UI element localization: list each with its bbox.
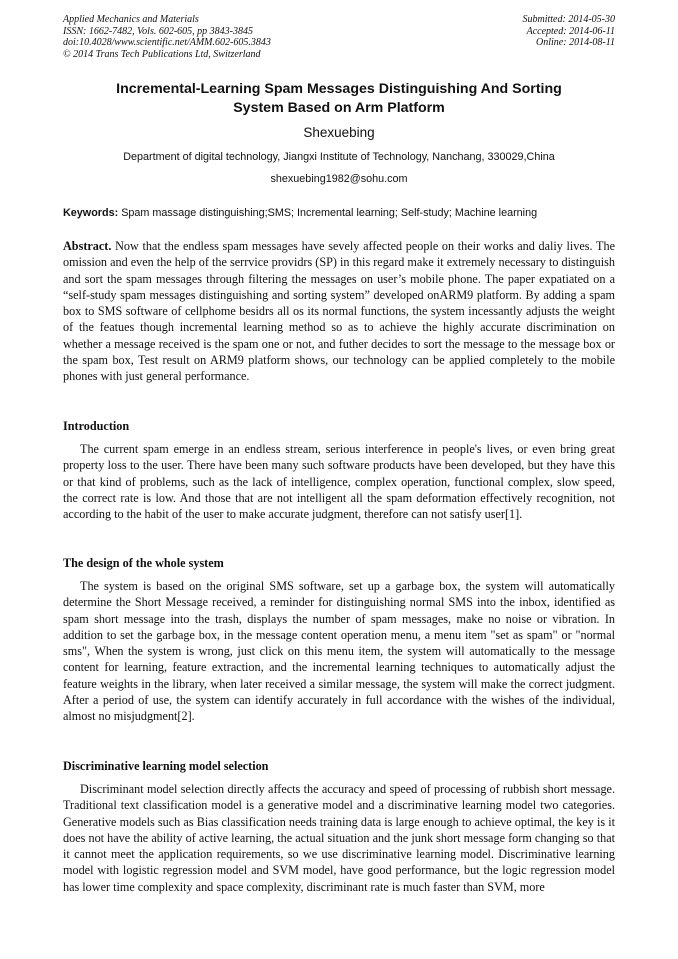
- journal-doi: doi:10.4028/www.scientific.net/AMM.602-605.3843: [63, 37, 271, 48]
- keywords: [63, 206, 615, 220]
- paper-title-line-1: Incremental-Learning Spam Messages Distinguishing And Sorting: [116, 81, 562, 97]
- abstract: [63, 238, 615, 385]
- submitted-date: Submitted: 2014-05-30: [522, 14, 615, 25]
- journal-issn: ISSN: 1662-7482, Vols. 602-605, pp 3843-3845: [63, 25, 253, 37]
- section-text-introduction: The current spam emerge in an endless stream, serious interference in people's lives, or even bring great property loss to the user. There have been many such software products have been developed, but they have this or that kind of problems, such as the lack of intelligence, complex operation, functional complex, slow speed, the correct rate is low. And those that are not intelligent all the spam deformation effectively recognition, not according to the habit of the user to make accurate judgment, therefore can not satisfy user[1].: [63, 442, 615, 522]
- submission-dates: [523, 14, 616, 49]
- keywords-label: Keywords:: [63, 207, 119, 219]
- keywords-text: Spam massage distinguishing;SMS; Incremental learning; Self-study; Machine learning: [121, 207, 538, 219]
- abstract-label: Abstract.: [63, 239, 112, 253]
- author-name: Shexuebing: [303, 125, 375, 140]
- author-email: shexuebing1982@sohu.com: [270, 173, 408, 185]
- abstract-text: Now that the endless spam messages have sevely affected people on their works and daliy lives. The omission and even the help of the serrvice providrs (SP) in this regard make it extremely necessary to distinguish and sort the spam messages through filtering the messages on user’s mobile phone. The paper expatiated on a “self-study spam messages distinguishing and sorting system” developed onARM9 platform. By adding a spam box to SMS software of cellphome besidrs all os its normal functions, the system incessantly adjusts the weight of the featues though incremental learning method so as to achieve the highly accurate discrimination on whether a message received is the spam one or not, and futher decides to sort the message to the message box or the spam box, Test result on ARM9 platform shows, our technology can be applied completely to the mobile phones with just general performance.: [63, 239, 615, 384]
- online-date: Online: 2014-08-11: [536, 37, 615, 48]
- section-text-system-design: The system is based on the original SMS software, set up a garbage box, the system will automatically determine the Short Message received, a reminder for distinguishing normal SMS into the inbox, identified as spam short message into the trash, displays the number of spam messages, make no noise or vibration. In addition to set the garbage box, in the message content operation menu, a menu item "set as spam" or "normal sms", When the system is wrong, just click on this menu item, the system will automatically to the message content for learning, feature extraction, and the incremental learning techniques to automatically adjust the feature weights in the library, when later received a similar message, the system will make the correct judgment. After a period of use, the system can identify accurately in full accordance with the wishes of the individual, almost no misjudgment[2].: [63, 579, 615, 724]
- journal-name: Applied Mechanics and Materials: [63, 14, 199, 25]
- section-heading-model-selection: Discriminative learning model selection: [63, 759, 269, 773]
- accepted-date: Accepted: 2014-06-11: [526, 25, 615, 37]
- author-affiliation: Department of digital technology, Jiangxi Institute of Technology, Nanchang, 330029,China: [123, 151, 555, 163]
- section-heading-system-design: The design of the whole system: [63, 556, 224, 570]
- journal-header-info: [63, 14, 271, 60]
- paper-title-line-2: System Based on Arm Platform: [233, 99, 445, 116]
- section-text-model-selection: Discriminant model selection directly affects the accuracy and speed of processing of rubbish short message. Traditional text classification model is a generative model and a discriminative learning model two categories. Generative models such as Bias classification needs training data is large enough to achieve optimal, the key is it does not have the ability of active learning, the actual situation and the junk short message form changing so that it cannot meet the application requirements, so we use discriminative learning model. Discriminative learning model with logistic regression model and SVM model, have good performance, but the logic regression model has lower time complexity and space complexity, discriminant rate is much faster than SVM, more: [63, 782, 615, 894]
- section-heading-introduction: Introduction: [63, 419, 130, 433]
- journal-copyright: © 2014 Trans Tech Publications Ltd, Switzerland: [63, 48, 261, 60]
- paper-title: [63, 80, 615, 117]
